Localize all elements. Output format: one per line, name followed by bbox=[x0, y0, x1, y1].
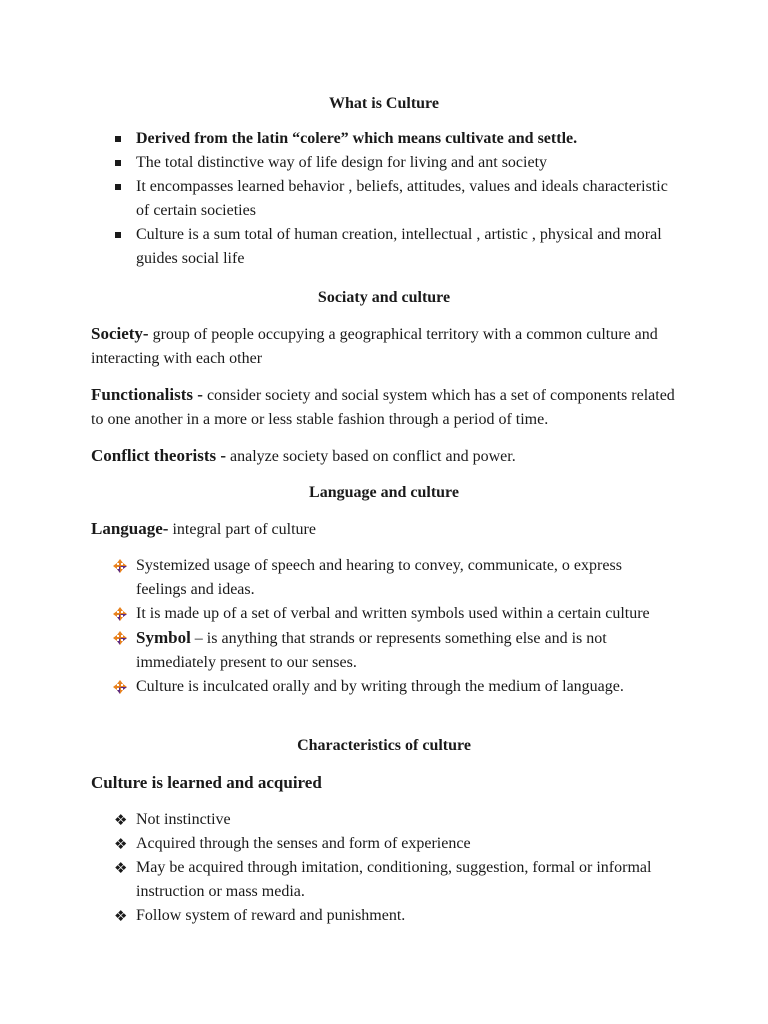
four-way-arrow-bullet-icon bbox=[112, 558, 128, 574]
list-item: Symbol – is anything that strands or represents something else and is not immediately present to our senses. bbox=[0, 626, 676, 675]
four-way-arrow-bullet-icon bbox=[112, 679, 128, 695]
heading-characteristics-of-culture: Characteristics of culture bbox=[297, 737, 471, 754]
list-item: It is made up of a set of verbal and written symbols used within a certain culture bbox=[0, 602, 676, 626]
square-bullet-icon bbox=[115, 160, 121, 166]
characteristics-list bbox=[0, 808, 768, 928]
heading-society-and-culture: Sociaty and culture bbox=[317, 289, 451, 306]
term-language: Language- bbox=[91, 519, 169, 538]
list-item: ❖ Not instinctive bbox=[0, 808, 676, 832]
diamond-bullet-icon: ❖ bbox=[114, 859, 128, 877]
list-item: ❖ Acquired through the senses and form of experience bbox=[0, 832, 676, 856]
heading-what-is-culture: What is Culture bbox=[329, 95, 439, 112]
list-item: ❖ May be acquired through imitation, conditioning, suggestion, formal or informal instruction or mass media. bbox=[0, 856, 676, 904]
list-item: Derived from the latin “colere” which means cultivate and settle. bbox=[0, 127, 676, 151]
term-society: Society- bbox=[91, 324, 149, 343]
subheading-learned-and-acquired: Culture is learned and acquired bbox=[91, 773, 322, 792]
heading-language-and-culture: Language and culture bbox=[309, 484, 459, 501]
functionalists-definition: Functionalists - consider society and social system which has a set of components related to one another in a more or less stable fashion through a period of time. bbox=[91, 385, 675, 428]
square-bullet-icon bbox=[115, 136, 121, 142]
list-item: Culture is a sum total of human creation, intellectual , artistic , physical and moral guides social life bbox=[0, 223, 676, 271]
four-way-arrow-bullet-icon bbox=[112, 606, 128, 622]
list-item: ❖ Follow system of reward and punishment. bbox=[0, 904, 676, 928]
term-functionalists: Functionalists - bbox=[91, 385, 203, 404]
square-bullet-icon bbox=[115, 184, 121, 190]
society-definition: Society- group of people occupying a geographical territory with a common culture and interacting with each other bbox=[91, 324, 658, 367]
language-list bbox=[0, 554, 768, 699]
list-item: Systemized usage of speech and hearing to convey, communicate, o express feelings and ideas. bbox=[0, 554, 676, 602]
list-item: The total distinctive way of life design for living and ant society bbox=[0, 151, 676, 175]
diamond-bullet-icon: ❖ bbox=[114, 835, 128, 853]
culture-definition-list bbox=[0, 127, 768, 271]
diamond-bullet-icon: ❖ bbox=[114, 811, 128, 829]
list-item: Culture is inculcated orally and by writing through the medium of language. bbox=[0, 675, 676, 699]
square-bullet-icon bbox=[115, 232, 121, 238]
list-item: It encompasses learned behavior , beliefs, attitudes, values and ideals characteristic of certain societies bbox=[0, 175, 676, 223]
term-conflict-theorists: Conflict theorists - bbox=[91, 446, 227, 465]
four-way-arrow-bullet-icon bbox=[112, 630, 128, 646]
conflict-theorists-definition: Conflict theorists - analyze society based on conflict and power. bbox=[91, 446, 516, 465]
term-symbol: Symbol bbox=[136, 628, 191, 647]
diamond-bullet-icon: ❖ bbox=[114, 907, 128, 925]
language-definition: Language- integral part of culture bbox=[91, 519, 316, 538]
